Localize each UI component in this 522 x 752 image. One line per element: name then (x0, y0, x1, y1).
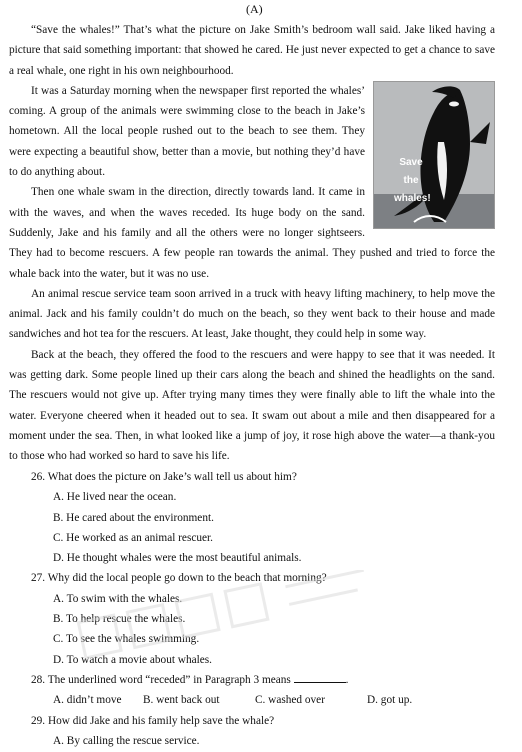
option: C. He worked as an animal rescuer. (53, 531, 213, 544)
section-label: (A) (246, 2, 263, 16)
paragraph-1: “Save the whales!” That’s what the picture on Jake Smith’s bedroom wall said. Jake liked having a picture that said something important: that showed he cared. He just never expected to get a chance to save a real whale, one right in his own neighbourhood. (9, 24, 495, 77)
paragraph-4: An animal rescue service team soon arrived in a truck with heavy lifting machinery, to help move the animal. Jack and his family couldn’t do much on the beach, so they went back to their house and made sandwiches and hot tea for the rescuers. At least, Jake thought, they could help in some way. (9, 287, 495, 341)
option: D. got up. (367, 694, 413, 707)
caption-line: the (403, 174, 419, 186)
option: C. To see the whales swimming. (53, 633, 200, 646)
orca-icon (374, 82, 494, 228)
option: D. He thought whales were the most beautiful animals. (53, 552, 302, 565)
question-28-options (9, 690, 495, 710)
option: B. He cared about the environment. (53, 511, 214, 524)
question-list (9, 467, 495, 751)
option: A. To swim with the whales. (53, 592, 183, 605)
question-28 (9, 670, 495, 690)
question-26: 26. What does the picture on Jake’s wall tell us about him? (31, 471, 297, 483)
option: A. didn’t move (53, 694, 122, 707)
paragraph-2: It was a Saturday morning when the newspaper first reported the whales’ coming. A group of the animals were swimming close to the beach in Jake’s hometown. All the local people rushed out to the beach to see them. They were expecting a beautiful show, better than a movie, but nothing they’d have to do anything about. (9, 84, 365, 179)
question-27: 27. Why did the local people go down to the beach that morning? (31, 572, 327, 585)
caption-line: Save (399, 156, 423, 168)
option: B. went back out (143, 694, 220, 707)
caption-line: whales! (394, 192, 431, 204)
option: A. By calling the rescue service. (53, 734, 200, 747)
option: C. washed over (255, 694, 325, 707)
save-the-whales-picture (373, 81, 495, 229)
option: D. To watch a movie about whales. (53, 653, 213, 666)
paragraph-3: Then one whale swam in the direction, directly towards land. It came in with the waves, and when the waves receded. Its huge body on the sand. Suddenly, Jake and his family and all the others were no longer sightseers. They had to become rescuers. A few people ran towards the animal. They pushed and tried to force the whale back into the water, but it was no use. (9, 186, 495, 280)
answer-blank (294, 670, 346, 683)
option: A. He lived near the ocean. (53, 491, 177, 504)
question-28-stem: 28. The underlined word “receded” in Paragraph 3 means (31, 673, 291, 686)
option: B. To help rescue the whales. (53, 613, 186, 626)
question-29: 29. How did Jake and his family help save the whale? (31, 714, 275, 727)
passage (9, 20, 495, 467)
picture-caption (394, 154, 431, 208)
question-28-end: . (345, 673, 349, 686)
paragraph-5: Back at the beach, they offered the food to the rescuers and were happy to see that it was needed. It was getting dark. Some people lined up their cars along the beach and shined the headlights on the sand. The rescuers would not give up. After trying many times they were finally able to lift the whale into the water. Everyone cheered when it headed out to sea. It swam out about a mile and then disappeared for a moment under the sea. Then, in what looked like a jump of joy, it rose high above the water—a thank-you to those who had worked so hard to save his life. (9, 348, 495, 463)
